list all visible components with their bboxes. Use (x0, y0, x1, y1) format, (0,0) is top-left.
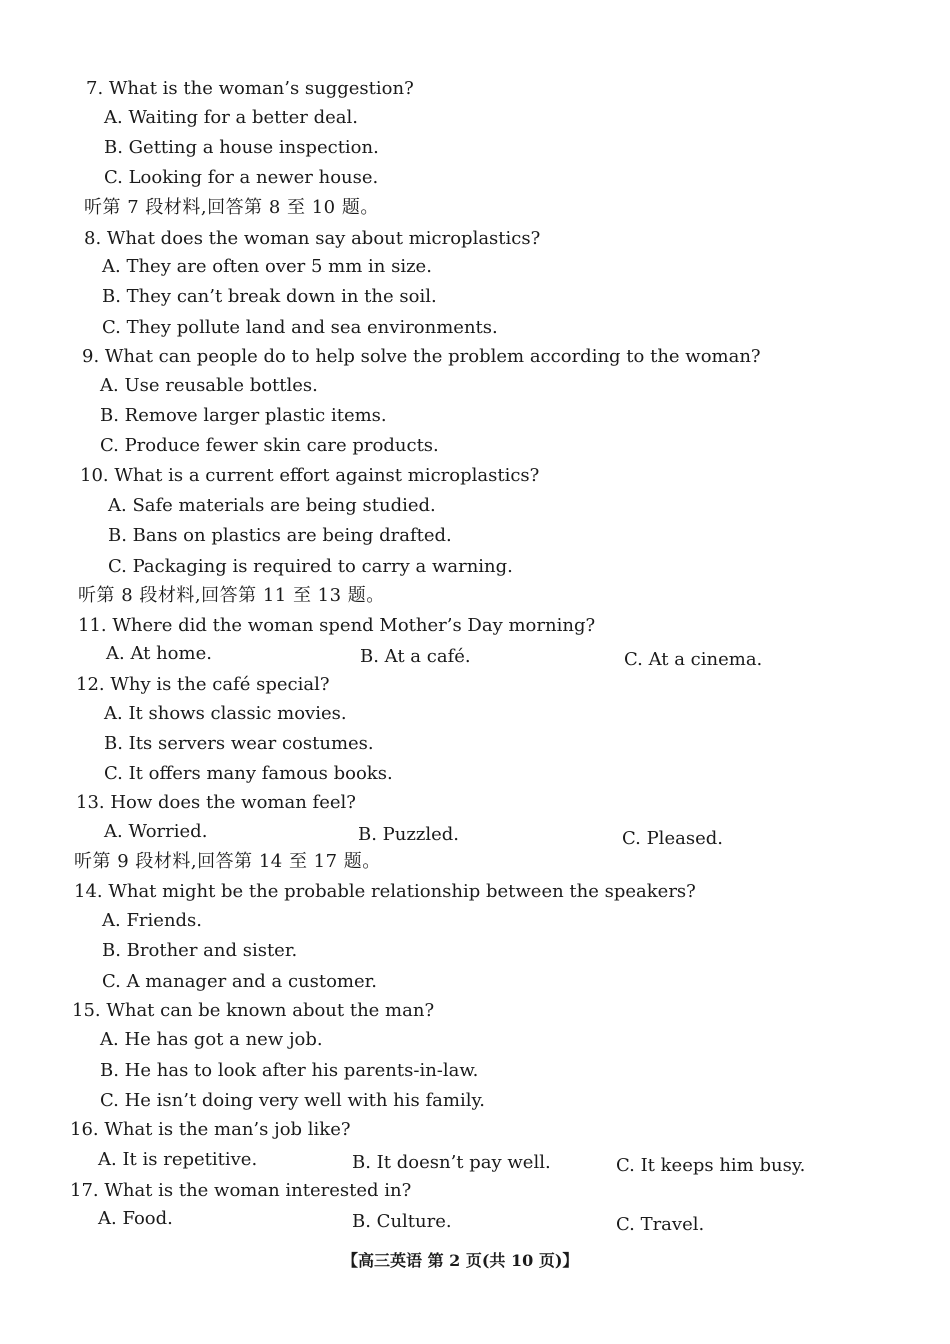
question-7-option-b: B. Getting a house inspection. (104, 137, 379, 158)
question-10-option-c: C. Packaging is required to carry a warning. (108, 556, 513, 577)
question-15-option-b: B. He has to look after his parents-in-law. (100, 1060, 479, 1081)
question-16-stem: 16. What is the man’s job like? (70, 1119, 351, 1140)
question-14-option-b: B. Brother and sister. (102, 940, 298, 961)
question-17-stem: 17. What is the woman interested in? (70, 1180, 412, 1201)
question-16-option-b: B. It doesn’t pay well. (352, 1152, 551, 1173)
question-12-option-c: C. It offers many famous books. (104, 763, 393, 784)
section-header-8: 听第 8 段材料,回答第 11 至 13 题。 (78, 585, 385, 606)
question-8-option-b: B. They can’t break down in the soil. (102, 286, 437, 307)
section-header-7: 听第 7 段材料,回答第 8 至 10 题。 (84, 197, 379, 218)
question-9-stem: 9. What can people do to help solve the problem according to the woman? (82, 346, 761, 367)
page-footer: 【高三英语 第 2 页(共 10 页)】 (342, 1251, 579, 1270)
question-7-option-a: A. Waiting for a better deal. (104, 107, 358, 128)
question-13-option-a: A. Worried. (104, 821, 208, 842)
question-16-option-c: C. It keeps him busy. (616, 1155, 806, 1176)
question-15-option-a: A. He has got a new job. (100, 1029, 323, 1050)
question-9-option-b: B. Remove larger plastic items. (100, 405, 387, 426)
question-8-stem: 8. What does the woman say about microplastics? (84, 228, 541, 249)
question-12-option-b: B. Its servers wear costumes. (104, 733, 374, 754)
question-17-option-c: C. Travel. (616, 1214, 705, 1235)
question-13-stem: 13. How does the woman feel? (76, 792, 356, 813)
question-11-stem: 11. Where did the woman spend Mother’s Day morning? (78, 615, 596, 636)
question-16-option-a: A. It is repetitive. (98, 1149, 258, 1170)
question-7-stem: 7. What is the woman’s suggestion? (86, 78, 414, 99)
question-10-option-b: B. Bans on plastics are being drafted. (108, 525, 452, 546)
question-11-option-a: A. At home. (106, 643, 212, 664)
question-14-option-c: C. A manager and a customer. (102, 971, 377, 992)
question-8-option-c: C. They pollute land and sea environments. (102, 317, 498, 338)
question-9-option-c: C. Produce fewer skin care products. (100, 435, 439, 456)
section-header-9: 听第 9 段材料,回答第 14 至 17 题。 (74, 851, 381, 872)
question-14-option-a: A. Friends. (102, 910, 203, 931)
question-9-option-a: A. Use reusable bottles. (100, 375, 318, 396)
question-13-option-b: B. Puzzled. (358, 824, 459, 845)
question-14-stem: 14. What might be the probable relationship between the speakers? (74, 881, 696, 902)
question-10-stem: 10. What is a current effort against microplastics? (80, 465, 540, 486)
question-17-option-b: B. Culture. (352, 1211, 452, 1232)
question-11-option-b: B. At a café. (360, 646, 471, 667)
question-11-option-c: C. At a cinema. (624, 649, 763, 670)
question-7-option-c: C. Looking for a newer house. (104, 167, 379, 188)
question-8-option-a: A. They are often over 5 mm in size. (102, 256, 432, 277)
question-13-option-c: C. Pleased. (622, 828, 723, 849)
question-15-stem: 15. What can be known about the man? (72, 1000, 435, 1021)
question-12-option-a: A. It shows classic movies. (104, 703, 347, 724)
question-17-option-a: A. Food. (98, 1208, 173, 1229)
question-10-option-a: A. Safe materials are being studied. (108, 495, 436, 516)
question-15-option-c: C. He isn’t doing very well with his family. (100, 1090, 485, 1111)
question-12-stem: 12. Why is the café special? (76, 674, 330, 695)
